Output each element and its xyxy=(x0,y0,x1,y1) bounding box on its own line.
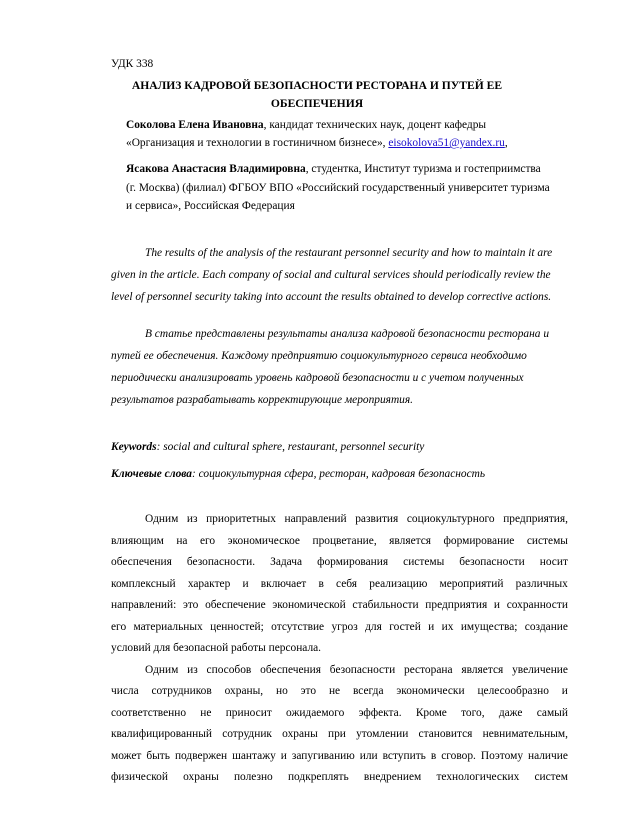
word: является xyxy=(389,535,432,547)
word: сотрудник xyxy=(222,728,272,740)
word: Кроме xyxy=(415,707,447,719)
word: отсутствие xyxy=(271,621,325,633)
word: сговор. xyxy=(441,750,476,762)
word: является xyxy=(461,664,504,676)
justified-text xyxy=(111,706,568,720)
word: имущества; xyxy=(460,621,518,633)
justified-text xyxy=(111,684,568,698)
word: Одним xyxy=(145,664,179,676)
word: процветание, xyxy=(312,535,377,547)
abstract-en-line: The results of the analysis of the restaurant personnel security and how to maintain it are xyxy=(145,247,553,259)
word: и xyxy=(561,685,568,697)
word: невнимательным, xyxy=(482,728,568,740)
word: Одним xyxy=(145,513,179,525)
keywords-en xyxy=(111,440,424,454)
word: экономически xyxy=(396,685,465,697)
author1-comma: , xyxy=(504,137,508,149)
word: ресторана xyxy=(404,664,453,676)
body-p1-line xyxy=(145,512,568,526)
word: систем xyxy=(534,771,568,783)
author2-name: Ясакова Анастасия Владимировна xyxy=(126,163,306,175)
justified-text xyxy=(111,555,568,569)
word: обеспечение xyxy=(205,599,266,611)
word: охраны xyxy=(183,771,219,783)
word: целесообразно xyxy=(477,685,549,697)
word: себя xyxy=(336,578,358,590)
word: технологических xyxy=(436,771,520,783)
word: квалифицированный xyxy=(111,728,212,740)
abstract-ru-line: результатов разрабатывать корректирующие мероприятия. xyxy=(111,394,414,406)
word: направлений: xyxy=(111,599,177,611)
body-p2-line xyxy=(111,749,568,763)
word: угроз xyxy=(331,621,358,633)
abstract-ru-line: В статье представлены результаты анализа кадровой безопасности ресторана и xyxy=(145,328,550,340)
justified-text xyxy=(111,749,568,763)
word: из xyxy=(187,664,198,676)
word: утомлении xyxy=(356,728,409,740)
justified-text xyxy=(111,577,568,591)
word: материальных xyxy=(133,621,203,633)
body-p1-line xyxy=(111,555,568,569)
word: реализацию xyxy=(369,578,428,590)
body-p2-line xyxy=(111,770,568,784)
word: экономическое xyxy=(227,535,300,547)
word: способов xyxy=(206,664,252,676)
word: безопасности. xyxy=(186,556,256,568)
word: может xyxy=(111,750,142,762)
word: на xyxy=(176,535,188,547)
word: гостей xyxy=(389,621,421,633)
word: его xyxy=(111,621,127,633)
word: охраны xyxy=(282,728,318,740)
word: подкреплять xyxy=(287,771,349,783)
word: приносит xyxy=(225,707,272,719)
word: того, xyxy=(461,707,485,719)
word: вступить xyxy=(382,750,426,762)
word: направлений xyxy=(284,513,347,525)
keywords-ru xyxy=(111,467,485,481)
justified-text xyxy=(111,727,568,741)
word: из xyxy=(186,513,198,525)
word: формирование xyxy=(443,535,515,547)
body-p2-line xyxy=(111,727,568,741)
word: и xyxy=(493,599,501,611)
word: его xyxy=(199,535,216,547)
word: обеспечения xyxy=(111,556,172,568)
word: ожидаемого xyxy=(286,707,345,719)
word: быть xyxy=(146,750,170,762)
word: создание xyxy=(524,621,568,633)
word: Поэтому xyxy=(480,750,524,762)
title-line-1: АНАЛИЗ КАДРОВОЙ БЕЗОПАСНОСТИ РЕСТОРАНА И ПУТЕЙ ЕЕ xyxy=(131,79,503,92)
author1-affiliation: , кандидат технических наук, доцент кафедры xyxy=(263,119,487,131)
word: для xyxy=(365,621,382,633)
justified-text xyxy=(111,620,568,634)
word: ценностей; xyxy=(210,621,264,633)
word: предприятия, xyxy=(503,513,568,525)
justified-text xyxy=(111,770,568,784)
body-p2-line xyxy=(111,706,568,720)
justified-text xyxy=(111,534,568,548)
body-p1-line: условий для безопасной работы персонала. xyxy=(111,642,322,654)
udk-code: УДК 338 xyxy=(111,58,154,70)
keywords-ru-text: : социокультурная сфера, ресторан, кадровая безопасность xyxy=(191,468,486,480)
word: становится xyxy=(418,728,473,740)
author1-department: «Организация и технологии в гостиничном бизнесе», xyxy=(126,137,389,149)
word: мероприятий xyxy=(439,578,504,590)
word: соответственно xyxy=(111,707,187,719)
word: развития xyxy=(355,513,399,525)
word: Задача xyxy=(270,556,303,568)
title-line-2: ОБЕСПЕЧЕНИЯ xyxy=(270,97,364,110)
keywords-en-label: Keywords xyxy=(111,441,157,453)
word: безопасности xyxy=(329,664,396,676)
word: влияющим xyxy=(111,535,164,547)
word: различных xyxy=(515,578,568,590)
word: предприятия xyxy=(425,599,488,611)
word: или xyxy=(359,750,378,762)
word: сотрудников xyxy=(151,685,212,697)
word: самый xyxy=(536,707,568,719)
body-p1-line xyxy=(111,620,568,634)
word: в xyxy=(430,750,437,762)
word: это xyxy=(182,599,199,611)
word: подвержен xyxy=(174,750,228,762)
word: запугиванию xyxy=(291,750,355,762)
body-p2-line xyxy=(145,663,568,677)
keywords-en-text: : social and cultural sphere, restaurant, personnel security xyxy=(156,441,425,453)
author2-line-3: и сервиса», Российская Федерация xyxy=(126,200,295,212)
word: формирования xyxy=(317,556,389,568)
word: шантажу xyxy=(232,750,276,762)
word: социокультурного xyxy=(406,513,495,525)
word: числа xyxy=(111,685,139,697)
justified-text xyxy=(145,663,568,677)
word: это xyxy=(300,685,317,697)
author1-line-2 xyxy=(126,136,508,150)
body-p1-line xyxy=(111,534,568,548)
word: их xyxy=(441,621,454,633)
word: в xyxy=(318,578,324,590)
body-p1-line xyxy=(111,577,568,591)
author1-line-1 xyxy=(126,118,486,132)
abstract-ru-line: периодически анализировать уровень кадровой безопасности и с учетом полученных xyxy=(111,372,524,384)
word: наличие xyxy=(528,750,568,762)
word: комплексный xyxy=(111,578,176,590)
keywords-ru-label: Ключевые слова xyxy=(111,468,192,480)
body-p1-line xyxy=(111,598,568,612)
word: даже xyxy=(498,707,523,719)
word: не xyxy=(328,685,341,697)
word: при xyxy=(327,728,346,740)
abstract-en-line: given in the article. Each company of social and cultural services should periodically review the xyxy=(111,269,551,281)
word: включает xyxy=(260,578,307,590)
word: системы xyxy=(526,535,568,547)
word: охраны, xyxy=(224,685,264,697)
author2-line-2: (г. Москва) (филиал) ФГБОУ ВПО «Российский государственный университет туризма xyxy=(126,182,550,194)
word: носит xyxy=(539,556,568,568)
word: характер xyxy=(187,578,231,590)
word: и xyxy=(428,621,435,633)
word: и xyxy=(242,578,249,590)
word: безопасности xyxy=(459,556,525,568)
justified-text xyxy=(145,512,568,526)
word: физической xyxy=(111,771,168,783)
justified-text xyxy=(111,598,568,612)
word: увеличение xyxy=(512,664,568,676)
body-p2-line xyxy=(111,684,568,698)
author1-email-link[interactable]: eisokolova51@yandex.ru xyxy=(388,137,505,149)
word: сохранности xyxy=(506,599,568,611)
word: всегда xyxy=(352,685,384,697)
word: экономической xyxy=(272,599,346,611)
word: стабильности xyxy=(352,599,419,611)
word: внедрением xyxy=(363,771,422,783)
abstract-ru-line: путей ее обеспечения. Каждому предприятию социокультурного сервиса необходимо xyxy=(111,350,527,362)
word: приоритетных xyxy=(206,513,276,525)
word: полезно xyxy=(233,771,273,783)
word: но xyxy=(275,685,288,697)
word: и xyxy=(280,750,287,762)
author1-name: Соколова Елена Ивановна xyxy=(126,119,264,131)
word: обеспечения xyxy=(260,664,321,676)
author2-affiliation: , студентка, Институт туризма и гостеприимства xyxy=(305,163,541,175)
author2-line-1 xyxy=(126,162,541,176)
word: системы xyxy=(403,556,445,568)
word: эффекта. xyxy=(358,707,402,719)
abstract-en-line: level of personnel security taking into account the results obtained to develop corrective actions. xyxy=(111,291,552,303)
word: не xyxy=(200,707,212,719)
